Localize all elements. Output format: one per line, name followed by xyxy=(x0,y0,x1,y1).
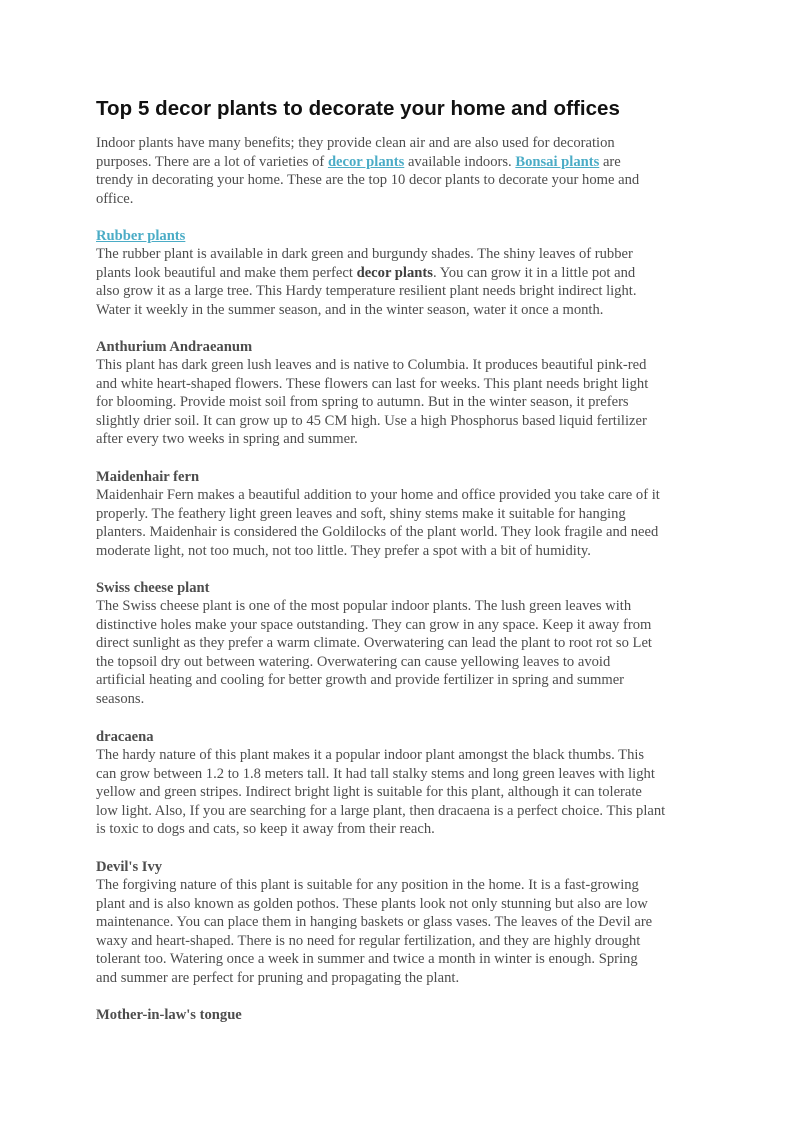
paragraph-line: and summer are perfect for pruning and propagating the plant. xyxy=(96,969,460,986)
decor-plants-link[interactable]: decor plants xyxy=(327,153,405,170)
mother-in-laws-tongue-heading: Mother-in-law's tongue xyxy=(96,1007,242,1023)
paragraph-text: plants look beautiful and make them perfect xyxy=(96,264,357,281)
paragraph-line: after every two weeks in spring and summer. xyxy=(96,431,358,448)
paragraph-line: This plant has dark green lush leaves and is native to Columbia. It produces beautiful pink-red xyxy=(96,357,647,373)
intro-line: office. xyxy=(96,190,134,207)
paragraph-line: artificial heating and cooling for better growth and provide fertilizer in spring and summer xyxy=(96,672,625,689)
paragraph-line: The Swiss cheese plant is one of the most popular indoor plants. The lush green leaves with xyxy=(96,598,632,614)
paragraph-line: Water it weekly in the summer season, and in the winter season, water it once a month. xyxy=(96,301,604,318)
maidenhair-fern-paragraph xyxy=(96,486,708,560)
paragraph-line: for blooming. Provide moist soil from spring to autumn. But in the winter season, it prefers xyxy=(96,394,629,411)
paragraph-line: Maidenhair Fern makes a beautiful addition to your home and office provided you take care of it xyxy=(96,487,660,503)
paragraph-line: is toxic to dogs and cats, so keep it away from their reach. xyxy=(96,821,435,838)
dracaena-paragraph xyxy=(96,746,708,839)
paragraph-line: maintenance. You can place them in hanging baskets or glass vases. The leaves of the Devil are xyxy=(96,914,653,931)
paragraph-line xyxy=(96,264,708,283)
paragraph-line: distinctive holes make your space outstanding. They can grow in any space. Keep it away from xyxy=(96,616,652,633)
paragraph-line: slightly drier soil. It can grow up to 45 CM high. Use a high Phosphorus based liquid fertilizer xyxy=(96,412,647,429)
intro-line xyxy=(96,153,708,172)
paragraph-line: and white heart-shaped flowers. These flowers can last for weeks. This plant needs bright light xyxy=(96,375,649,392)
bonsai-plants-link[interactable]: Bonsai plants xyxy=(515,153,600,170)
swiss-cheese-plant-heading: Swiss cheese plant xyxy=(96,580,210,596)
rubber-plants-paragraph xyxy=(96,245,708,319)
paragraph-line: properly. The feathery light green leaves and soft, shiny stems make it suitable for hanging xyxy=(96,505,626,522)
intro-text: are xyxy=(599,153,621,170)
paragraph-line: The hardy nature of this plant makes it a popular indoor plant amongst the black thumbs. This xyxy=(96,747,645,763)
paragraph-line: also grow it as a large tree. This Hardy temperature resilient plant needs bright indirect light. xyxy=(96,283,637,300)
paragraph-line: The forgiving nature of this plant is suitable for any position in the home. It is a fast-growing xyxy=(96,877,639,893)
paragraph-line: waxy and heart-shaped. There is no need for regular fertilization, and they are highly drought xyxy=(96,932,641,949)
paragraph-line: the topsoil dry out between watering. Overwatering can cause yellowing leaves to avoid xyxy=(96,653,611,670)
intro-paragraph xyxy=(96,134,708,208)
rubber-plants-link[interactable]: Rubber plants xyxy=(96,228,186,244)
paragraph-text: . You can grow it in a little pot and xyxy=(432,264,636,281)
intro-line: Indoor plants have many benefits; they provide clean air and are also used for decoration xyxy=(96,135,615,151)
decor-plants-bold: decor plants xyxy=(356,264,433,281)
paragraph-line: direct sunlight as they prefer a warm climate. Overwatering can lead the plant to root rot so Let xyxy=(96,635,652,652)
anthurium-paragraph xyxy=(96,356,708,449)
paragraph-line: low light. Also, If you are searching for a large plant, then dracaena is a perfect choice. This plant xyxy=(96,802,666,819)
paragraph-line: The rubber plant is available in dark green and burgundy shades. The shiny leaves of rubber xyxy=(96,246,633,262)
devils-ivy-paragraph xyxy=(96,876,708,988)
dracaena-heading: dracaena xyxy=(96,729,154,745)
paragraph-line: planters. Maidenhair is considered the Goldilocks of the plant world. They look fragile and need xyxy=(96,524,659,541)
devils-ivy-heading: Devil's Ivy xyxy=(96,859,163,875)
intro-text: available indoors. xyxy=(404,153,516,170)
page-title: Top 5 decor plants to decorate your home and offices xyxy=(96,97,620,120)
rubber-plants-heading xyxy=(96,227,185,246)
paragraph-line: yellow and green stripes. Indirect bright light is suitable for this plant, although it can tolerate xyxy=(96,784,642,801)
paragraph-line: moderate light, not too much, not too little. They prefer a spot with a bit of humidity. xyxy=(96,542,591,559)
anthurium-heading: Anthurium Andraeanum xyxy=(96,339,253,355)
paragraph-line: seasons. xyxy=(96,690,145,707)
swiss-cheese-plant-paragraph xyxy=(96,597,708,709)
paragraph-line: tolerant too. Watering once a week in summer and twice a month in winter is enough. Spring xyxy=(96,951,638,968)
paragraph-line: plant and is also known as golden pothos. These plants look not only stunning but also are low xyxy=(96,895,648,912)
intro-text: purposes. There are a lot of varieties of xyxy=(96,153,328,170)
maidenhair-fern-heading: Maidenhair fern xyxy=(96,469,200,485)
intro-line: trendy in decorating your home. These are the top 10 decor plants to decorate your home and xyxy=(96,172,640,189)
paragraph-line: can grow between 1.2 to 1.8 meters tall. It had tall stalky stems and long green leaves with light xyxy=(96,765,655,782)
